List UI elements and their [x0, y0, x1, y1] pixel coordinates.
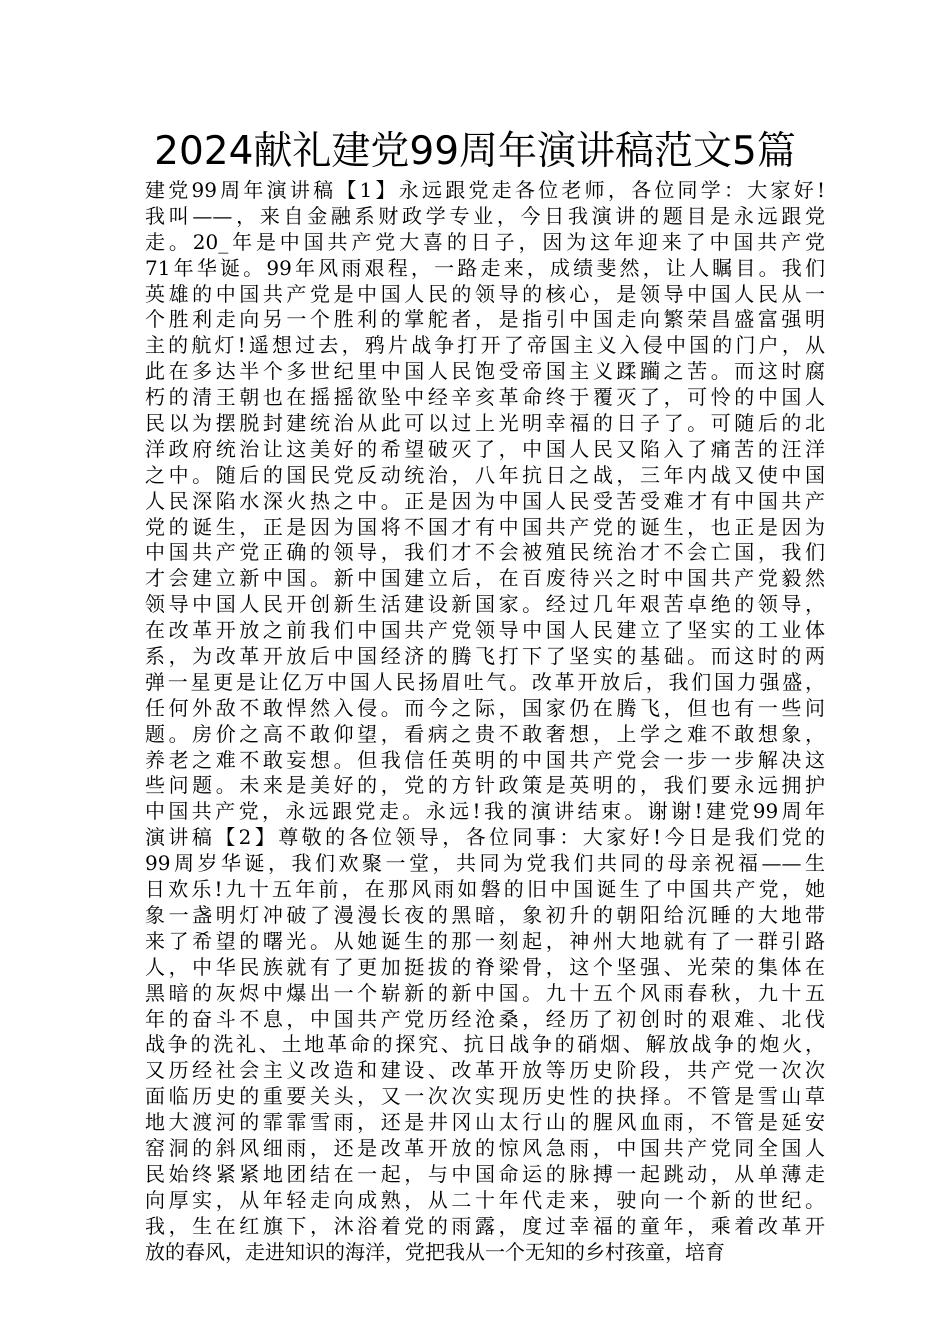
- body-text-line: 演讲稿【2】尊敬的各位领导，各位同事：大家好!今日是我们党的: [145, 825, 825, 850]
- body-text-line: 个胜利走向另一个胜利的掌舵者，是指引中国走向繁荣昌盛富强明: [145, 307, 825, 332]
- body-text-line: 朽的清王朝也在摇摇欲坠中经辛亥革命终于覆灭了，可怜的中国人: [145, 385, 825, 410]
- body-text-line: 99周岁华诞，我们欢聚一堂，共同为党我们共同的母亲祝福——生: [145, 851, 825, 876]
- document-body: [145, 178, 825, 1265]
- body-text-line: 任何外敌不敢悍然入侵。而今之际，国家仍在腾飞，但也有一些问: [145, 695, 825, 720]
- body-text-line: 建党99周年演讲稿【1】永远跟党走各位老师，各位同学：大家好!: [145, 178, 825, 202]
- body-text-line: 黑暗的灰烬中爆出一个崭新的新中国。九十五个风雨春秋，九十五: [145, 980, 825, 1005]
- body-text-line: 弹一星更是让亿万中国人民扬眉吐气。改革开放后，我们国力强盛，: [145, 669, 825, 694]
- body-text-line: 洋政府统治让这美好的希望破灭了，中国人民又陷入了痛苦的汪洋: [145, 436, 825, 461]
- body-text-line: 向厚实，从年轻走向成熟，从二十年代走来，驶向一个新的世纪。: [145, 1187, 825, 1212]
- body-text-line: 又历经社会主义改造和建设、改革开放等历史阶段，共产党一次次: [145, 1058, 825, 1083]
- body-text-line: 我叫——，来自金融系财政学专业，今日我演讲的题目是永远跟党: [145, 203, 825, 228]
- body-text-line: 战争的洗礼、土地革命的探究、抗日战争的硝烟、解放战争的炮火，: [145, 1032, 825, 1057]
- body-text-line: 人，中华民族就有了更加挺拔的脊梁骨，这个坚强、光荣的集体在: [145, 954, 825, 979]
- body-text-line: 象一盏明灯冲破了漫漫长夜的黑暗，象初升的朝阳给沉睡的大地带: [145, 902, 825, 927]
- body-text-line: 窑洞的斜风细雨，还是改革开放的惊风急雨，中国共产党同全国人: [145, 1135, 825, 1160]
- body-text-line: 之中。随后的国民党反动统治，八年抗日之战，三年内战又使中国: [145, 462, 825, 487]
- body-text-line: 民以为摆脱封建统治从此可以过上光明幸福的日子了。可随后的北: [145, 411, 825, 436]
- body-text-line: 领导中国人民开创新生活建设新国家。经过几年艰苦卓绝的领导，: [145, 592, 825, 617]
- body-text-line: 面临历史的重要关头，又一次次实现历史性的抉择。不管是雪山草: [145, 1084, 825, 1109]
- body-text-line: 党的诞生，正是因为国将不国才有中国共产党的诞生，也正是因为: [145, 514, 825, 539]
- body-text-line: 年的奋斗不息，中国共产党历经沧桑，经历了初创时的艰难、北伐: [145, 1006, 825, 1031]
- body-text-line: 人民深陷水深火热之中。正是因为中国人民受苦受难才有中国共产: [145, 488, 825, 513]
- body-text-line: 民始终紧紧地团结在一起，与中国命运的脉搏一起跳动，从单薄走: [145, 1161, 825, 1186]
- body-text-line: 日欢乐!九十五年前，在那风雨如磐的旧中国诞生了中国共产党，她: [145, 877, 825, 902]
- body-text-line: 地大渡河的霏霏雪雨，还是井冈山太行山的腥风血雨，不管是延安: [145, 1110, 825, 1135]
- document-title: 2024献礼建党99周年演讲稿范文5篇: [154, 129, 796, 174]
- body-text-line: 71年华诞。99年风雨艰程，一路走来，成绩斐然，让人瞩目。我们: [145, 255, 825, 280]
- body-text-line: 放的春风，走进知识的海洋，党把我从一个无知的乡村孩童，培育: [145, 1239, 725, 1264]
- body-text-line: 中国共产党，永远跟党走。永远!我的演讲结束。谢谢!建党99周年: [145, 799, 825, 824]
- body-text-line: 才会建立新中国。新中国建立后，在百废待兴之时中国共产党毅然: [145, 566, 825, 591]
- body-text-line: 主的航灯!遥想过去，鸦片战争打开了帝国主义入侵中国的门户，从: [145, 333, 825, 358]
- body-text-line: 在改革开放之前我们中国共产党领导中国人民建立了坚实的工业体: [145, 618, 825, 643]
- body-text-line: 我，生在红旗下，沐浴着党的雨露，度过幸福的童年，乘着改革开: [145, 1213, 825, 1238]
- body-text-line: 题。房价之高不敢仰望，看病之贵不敢奢想，上学之难不敢想象，: [145, 721, 825, 746]
- body-text-line: 此在多达半个多世纪里中国人民饱受帝国主义蹂躏之苦。而这时腐: [145, 359, 825, 384]
- body-text-line: 系，为改革开放后中国经济的腾飞打下了坚实的基础。而这时的两: [145, 644, 825, 669]
- body-text-line: 来了希望的曙光。从她诞生的那一刻起，神州大地就有了一群引路: [145, 928, 825, 953]
- body-text-line: 些问题。未来是美好的，党的方针政策是英明的，我们要永远拥护: [145, 773, 825, 798]
- body-text-line: 走。20_年是中国共产党大喜的日子，因为这年迎来了中国共产党: [145, 229, 825, 254]
- body-text-line: 养老之难不敢妄想。但我信任英明的中国共产党会一步一步解决这: [145, 747, 825, 772]
- body-text-line: 中国共产党正确的领导，我们才不会被殖民统治才不会亡国，我们: [145, 540, 825, 565]
- body-text-line: 英雄的中国共产党是中国人民的领导的核心，是领导中国人民从一: [145, 281, 825, 306]
